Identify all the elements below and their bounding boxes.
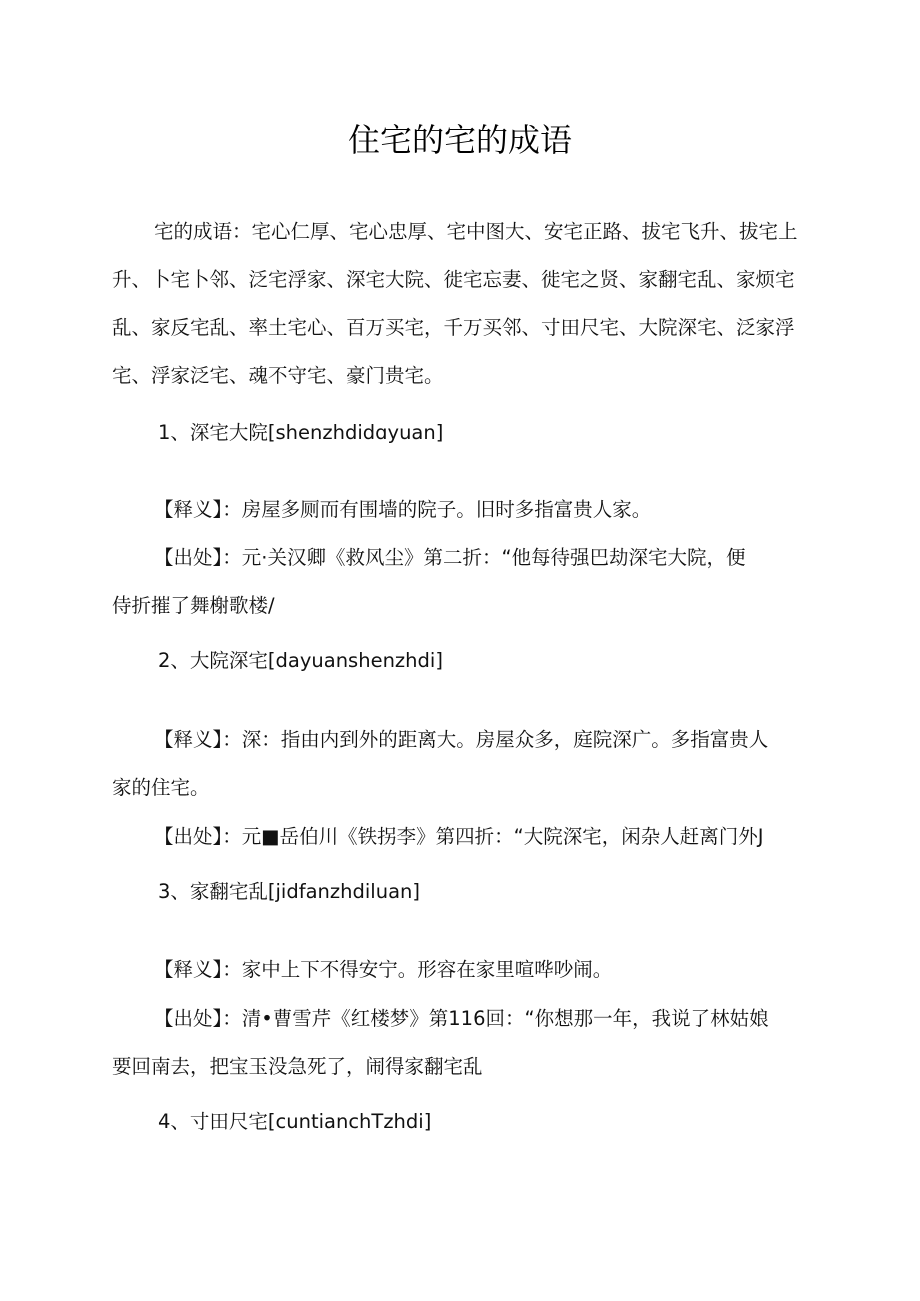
entry-2-heading: 2、大院深宅[dayuanshenzhdi] (158, 649, 443, 672)
intro-paragraph: 宅的成语：宅心仁厚、宅心忠厚、宅中图大、安宅正路、拔宅飞升、拔宅上升、卜宅卜邻、泛宅浮家、深宅大院、徙宅忘妻、徙宅之贤、家翻宅乱、家烦宅乱、家反宅乱、率土宅心、百万买宅，千万买邻、寸田尺宅、大院深宅、泛家浮宅、浮家泛宅、魂不守宅、豪门贵宅。 (112, 220, 798, 387)
entry-3-heading: 3、家翻宅乱[jidfanzhdiluan] (158, 880, 420, 903)
entry-2-meaning: 【释义】：深：指由内到外的距离大。房屋众多，庭院深广。多指富贵人 (154, 728, 769, 751)
entry-3-source-continued: 要回南去，把宝玉没急死了，闹得家翻宅乱 (112, 1055, 483, 1078)
entry-1-source-continued: 侍折摧了舞榭歌楼/ (112, 594, 275, 617)
entry-2-meaning-continued: 家的住宅。 (112, 776, 210, 799)
entry-1-meaning: 【释义】：房屋多厕而有围墙的院子。旧时多指富贵人家。 (154, 498, 652, 521)
entry-4-heading: 4、寸田尺宅[cuntianchTzhdi] (158, 1110, 432, 1133)
entry-1-source: 【出处】：元·关汉卿《救风尘》第二折：“他每待强巴劫深宅大院，便 (154, 546, 746, 569)
entry-3-meaning: 【释义】：家中上下不得安宁。形容在家里喧哗吵闹。 (154, 958, 613, 981)
entry-1-heading: 1、深宅大院[shenzhdidɑyuan] (158, 421, 444, 444)
entry-2-source: 【出处】：元■岳伯川《铁拐李》第四折：“大院深宅，闲杂人赶离门外J (154, 825, 764, 848)
entry-3-source: 【出处】：清•曹雪芹《红楼梦》第116回：“你想那一年，我说了林姑娘 (154, 1007, 769, 1030)
document-title: 住宅的宅的成语 (347, 121, 572, 159)
